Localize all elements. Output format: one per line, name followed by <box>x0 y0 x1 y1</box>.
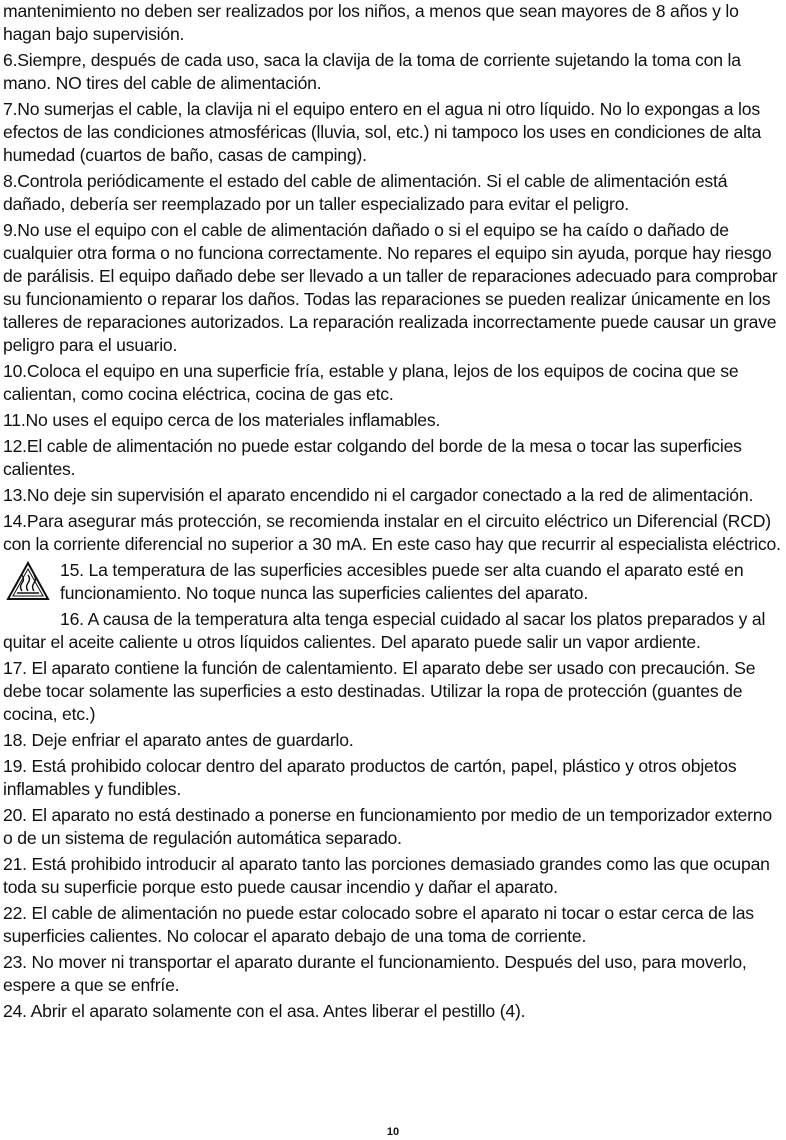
paragraph-24: 24. Abrir el aparato solamente con el asa. Antes liberar el pestillo (4). <box>3 1001 526 1021</box>
paragraph-22: 22. El cable de alimentación no puede estar colocado sobre el aparato ni tocar o estar cerca de las superficies calientes. No colocar el aparato debajo de una toma de corriente. <box>3 903 754 946</box>
paragraph-19: 19. Está prohibido colocar dentro del aparato productos de cartón, papel, plástico y otros objetos inflamables y fundibles. <box>3 756 737 799</box>
paragraph-13: 13.No deje sin supervisión el aparato encendido ni el cargador conectado a la red de alimentación. <box>3 485 754 505</box>
paragraph-6: 6.Siempre, después de cada uso, saca la clavija de la toma de corriente sujetando la toma con la mano. NO tires del cable de alimentación. <box>3 50 741 93</box>
paragraph-16: 16. A causa de la temperatura alta tenga especial cuidado al sacar los platos preparados y al quitar el aceite caliente u otros líquidos calientes. Del aparato puede salir un vapor ardiente. <box>3 609 766 652</box>
paragraph-9: 9.No use el equipo con el cable de alimentación dañado o si el equipo se ha caído o dañado de cualquier otra forma o no funciona correctamente. No repares el equipo sin ayuda, porque hay riesgo de parálisis. El equipo dañado debe ser llevado a un taller de reparaciones adecuado para comprobar su funcionamiento o reparar los daños. Todas las reparaciones se pueden realizar únicamente en los talleres de reparaciones autorizados. La reparación realizada incorrectamente puede causar un grave peligro para el usuario. <box>3 220 778 355</box>
paragraph-8: 8.Controla periódicamente el estado del cable de alimentación. Si el cable de alimentación está dañado, debería ser reemplazado por un taller especializado para evitar el peligro. <box>3 171 728 214</box>
paragraph-14: 14.Para asegurar más protección, se recomienda instalar en el circuito eléctrico un Diferencial (RCD) con la corriente diferencial no superior a 30 mA. En este caso hay que recurrir al especialista eléctrico. <box>3 511 781 554</box>
paragraph-11: 11.No uses el equipo cerca de los materiales inflamables. <box>3 410 441 430</box>
paragraph-21: 21. Está prohibido introducir al aparato tanto las porciones demasiado grandes como las que ocupan toda su superficie porque esto puede causar incendio y dañar el aparato. <box>3 854 770 897</box>
paragraph-20: 20. El aparato no está destinado a ponerse en funcionamiento por medio de un temporizador externo o de un sistema de regulación automática separado. <box>3 805 772 848</box>
paragraph-23: 23. No mover ni transportar el aparato durante el funcionamiento. Después del uso, para moverlo, espere a que se enfríe. <box>3 952 747 995</box>
paragraph-5-continuation: mantenimiento no deben ser realizados por los niños, a menos que sean mayores de 8 años y lo hagan bajo supervisión. <box>3 1 739 44</box>
hot-surface-warning-icon <box>6 561 50 601</box>
paragraph-18: 18. Deje enfriar el aparato antes de guardarlo. <box>3 730 354 750</box>
paragraph-12: 12.El cable de alimentación no puede estar colgando del borde de la mesa o tocar las superficies calientes. <box>3 436 742 479</box>
hot-surface-warning <box>3 559 783 605</box>
paragraph-10: 10.Coloca el equipo en una superficie fría, estable y plana, lejos de los equipos de cocina que se calientan, como cocina eléctrica, cocina de gas etc. <box>3 361 739 404</box>
document-page <box>3 0 783 1026</box>
paragraph-15: 15. La temperatura de las superficies accesibles puede ser alta cuando el aparato esté en funcionamiento. No toque nunca las superficies calientes del aparato. <box>60 560 744 603</box>
page-number: 10 <box>386 1126 400 1138</box>
paragraph-7: 7.No sumerjas el cable, la clavija ni el equipo entero en el agua ni otro líquido. No lo expongas a los efectos de las condiciones atmosféricas (lluvia, sol, etc.) ni tampoco los uses en condiciones de alta humedad (cuartos de baño, casas de camping). <box>3 99 762 165</box>
paragraph-17: 17. El aparato contiene la función de calentamiento. El aparato debe ser usado con precaución. Se debe tocar solamente las superficies a esto destinadas. Utilizar la ropa de protección (guantes de cocina, etc.) <box>3 658 756 724</box>
